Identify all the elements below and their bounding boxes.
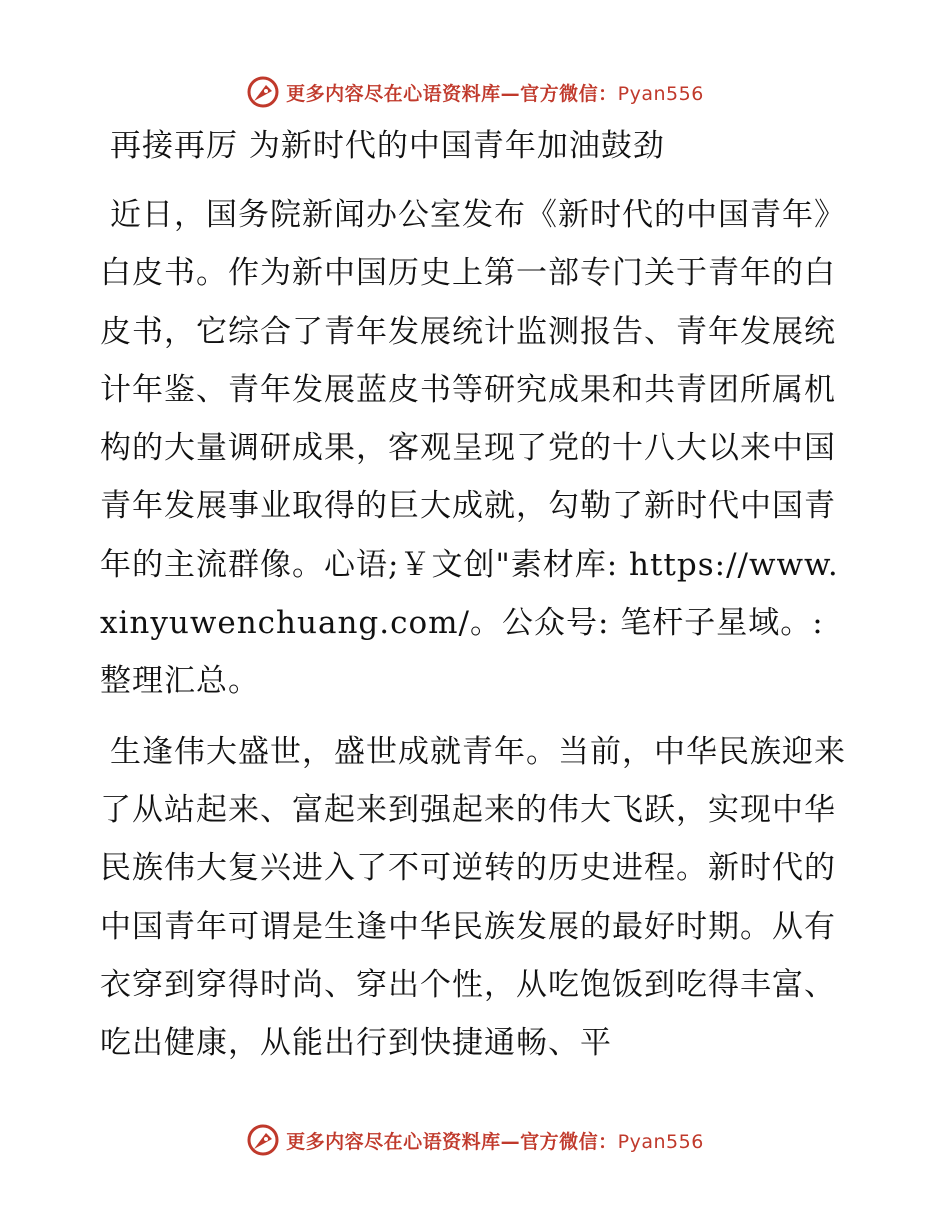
document-title: 再接再厉 为新时代的中国青年加油鼓劲 xyxy=(110,128,665,164)
header-banner xyxy=(0,72,950,112)
footer-banner xyxy=(0,1120,950,1160)
banner-text: 更多内容尽在心语资料库—官方微信：Pyan556 xyxy=(286,1130,704,1153)
wechat-id: Pyan556 xyxy=(617,1130,704,1153)
pen-nib-logo-icon xyxy=(246,1123,280,1157)
banner-text: 更多内容尽在心语资料库—官方微信：Pyan556 xyxy=(286,82,704,105)
paragraph-2: 生逢伟大盛世，盛世成就青年。当前，中华民族迎来了从站起来、富起来到强起来的伟大飞跃，实现中华民族伟大复兴进入了不可逆转的历史进程。新时代的中国青年可谓是生逢中华民族发展的最好时期。从有衣穿到穿得时尚、穿出个性，从吃饱饭到吃得丰富、吃出健康，从能出行到快捷通畅、平 xyxy=(100,733,846,1062)
document-body xyxy=(100,120,850,1084)
pen-nib-logo-icon xyxy=(246,75,280,109)
paragraph-1: 近日，国务院新闻办公室发布《新时代的中国青年》白皮书。作为新中国历史上第一部专门关于青年的白皮书，它综合了青年发展统计监测报告、青年发展统计年鉴、青年发展蓝皮书等研究成果和共青团所属机构的大量调研成果，客观呈现了党的十八大以来中国青年发展事业取得的巨大成就，勾勒了新时代中国青年的主流群像。心语;￥文创"素材库: https://www.xinyuwenchuang.com/。公众号: 笔杆子星域。:整理汇总。 xyxy=(100,197,846,700)
wechat-id: Pyan556 xyxy=(617,82,704,105)
